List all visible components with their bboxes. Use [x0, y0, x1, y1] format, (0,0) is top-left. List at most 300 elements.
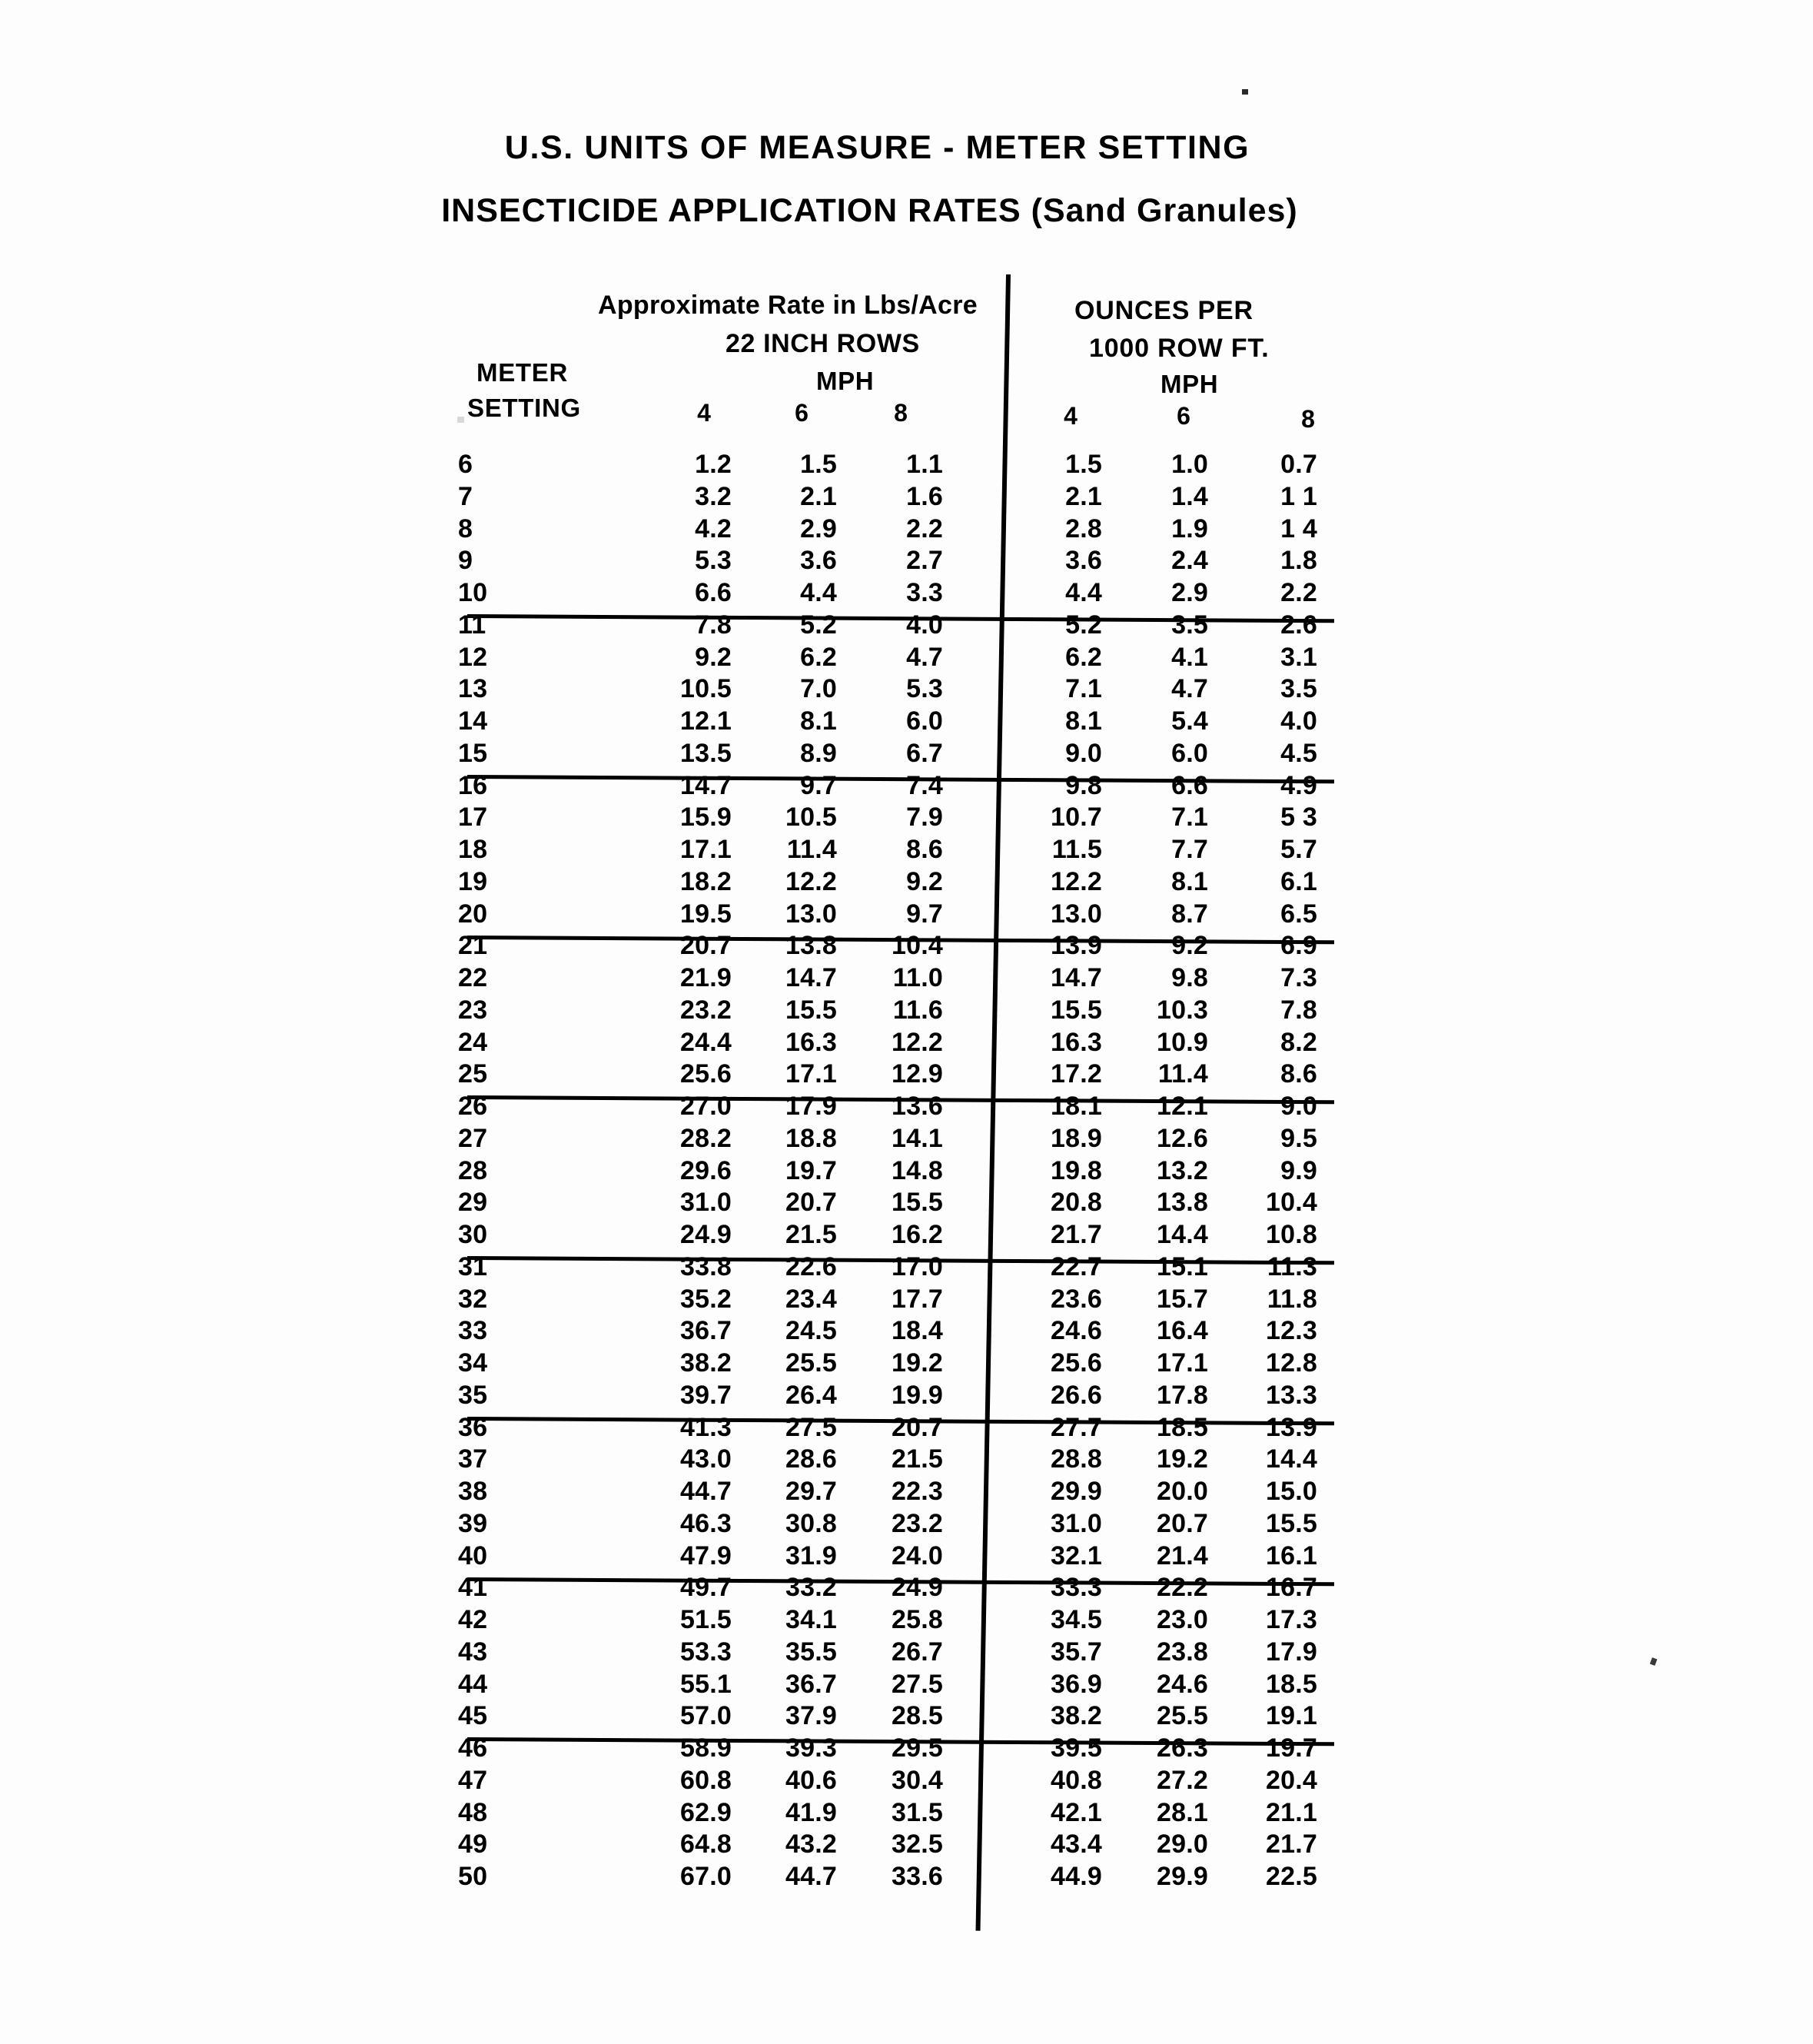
table-cell: 5.2 — [1065, 610, 1102, 640]
meter-setting-value: 41 — [458, 1573, 488, 1603]
table-cell: 20.7 — [1157, 1508, 1208, 1538]
table-cell: 12.6 — [1157, 1123, 1208, 1153]
table-cell: 23.0 — [1157, 1605, 1208, 1634]
table-cell: 27.5 — [785, 1412, 837, 1442]
meter-setting-value: 21 — [458, 931, 488, 961]
table-cell: 19.1 — [1266, 1701, 1317, 1731]
meter-setting-value: 33 — [458, 1316, 488, 1346]
header-speed-left-4: 4 — [697, 399, 711, 427]
table-cell: 7.0 — [800, 674, 837, 704]
table-cell: 5.3 — [906, 674, 943, 704]
table-cell: 2.2 — [1280, 578, 1317, 607]
table-cell: 39.7 — [680, 1380, 732, 1410]
table-cell: 13.2 — [1157, 1155, 1208, 1185]
table-cell: 6.0 — [1171, 738, 1208, 768]
meter-setting-value: 8 — [458, 513, 473, 543]
table-cell: 8.1 — [1065, 706, 1102, 736]
table-cell: 13.3 — [1266, 1380, 1317, 1410]
table-cell: 17.8 — [1157, 1380, 1208, 1410]
table-cell: 12.2 — [892, 1027, 943, 1057]
table-cell: 15.5 — [892, 1188, 943, 1218]
table-cell: 25.6 — [1051, 1348, 1102, 1378]
table-cell: 3.6 — [1065, 546, 1102, 576]
table-cell: 15.7 — [1157, 1284, 1208, 1314]
table-cell: 21.7 — [1266, 1830, 1317, 1860]
table-cell: 9.2 — [906, 866, 943, 896]
table-cell: 44.7 — [680, 1477, 732, 1506]
table-cell: 36.7 — [785, 1669, 837, 1699]
table-cell: 14.7 — [1051, 963, 1102, 992]
header-speed-left-8: 8 — [894, 399, 908, 427]
table-cell: 27.2 — [1157, 1765, 1208, 1795]
table-cell: 15.9 — [680, 803, 732, 833]
table-cell: 20.4 — [1266, 1765, 1317, 1795]
table-cell: 9.5 — [1280, 1123, 1317, 1153]
table-cell: 4.0 — [906, 610, 943, 640]
table-cell: 47.9 — [680, 1540, 732, 1570]
table-cell: 24.4 — [680, 1027, 732, 1057]
table-cell: 22.6 — [785, 1251, 837, 1281]
table-cell: 21.4 — [1157, 1540, 1208, 1570]
table-cell: 17.7 — [892, 1284, 943, 1314]
table-cell: 22.7 — [1051, 1251, 1102, 1281]
table-cell: 9.0 — [1280, 1092, 1317, 1121]
table-cell: 2.2 — [906, 513, 943, 543]
table-cell: 25.5 — [785, 1348, 837, 1378]
table-cell: 11.4 — [786, 835, 837, 864]
meter-setting-value: 23 — [458, 995, 488, 1025]
table-cell: 32.5 — [892, 1830, 943, 1860]
table-cell: 20.8 — [1051, 1188, 1102, 1218]
table-cell: 41.3 — [680, 1412, 732, 1442]
table-cell: 4.0 — [1280, 706, 1317, 736]
table-cell: 44.7 — [785, 1862, 837, 1891]
meter-setting-value: 24 — [458, 1027, 488, 1057]
table-cell: 14.7 — [680, 770, 732, 800]
table-cell: 17.0 — [892, 1251, 943, 1281]
table-cell: 2.9 — [800, 513, 837, 543]
table-cell: 31.0 — [1051, 1508, 1102, 1538]
table-cell: 40.8 — [1051, 1765, 1102, 1795]
meter-setting-value: 35 — [458, 1380, 488, 1410]
table-cell: 1.4 — [1171, 481, 1208, 511]
table-cell: 0.7 — [1280, 450, 1317, 479]
table-cell: 11.0 — [892, 963, 943, 992]
table-cell: 49.7 — [680, 1573, 732, 1603]
table-cell: 35.2 — [680, 1284, 732, 1314]
table-cell: 6.9 — [1280, 931, 1317, 961]
header-left-group-line2: 22 INCH ROWS — [726, 329, 920, 358]
table-row — [0, 1862, 1813, 1908]
table-cell: 8.6 — [906, 835, 943, 864]
table-cell: 4.4 — [1065, 578, 1102, 607]
table-cell: 7.8 — [695, 610, 732, 640]
meter-setting-value: 45 — [458, 1701, 488, 1731]
table-cell: 38.2 — [1051, 1701, 1102, 1731]
table-cell: 35.7 — [1051, 1637, 1102, 1667]
meter-setting-value: 38 — [458, 1477, 488, 1506]
table-cell: 13.6 — [892, 1092, 943, 1121]
table-cell: 19.2 — [892, 1348, 943, 1378]
table-cell: 43.2 — [785, 1830, 837, 1860]
table-cell: 27.5 — [892, 1669, 943, 1699]
table-cell: 14.4 — [1266, 1444, 1317, 1474]
table-cell: 53.3 — [680, 1637, 732, 1667]
table-cell: 7.8 — [1280, 995, 1317, 1025]
table-cell: 20.7 — [785, 1188, 837, 1218]
table-cell: 31.5 — [892, 1797, 943, 1827]
meter-setting-value: 12 — [458, 642, 488, 672]
table-cell: 27.7 — [1051, 1412, 1102, 1442]
meter-setting-value: 16 — [458, 770, 488, 800]
table-cell: 2.1 — [1065, 481, 1102, 511]
table-cell: 21.1 — [1266, 1797, 1317, 1827]
table-cell: 29.9 — [1051, 1477, 1102, 1506]
meter-setting-value: 46 — [458, 1733, 488, 1763]
table-cell: 29.0 — [1157, 1830, 1208, 1860]
table-cell: 5.7 — [1280, 835, 1317, 864]
meter-setting-value: 47 — [458, 1765, 488, 1795]
table-cell: 19.2 — [1157, 1444, 1208, 1474]
table-cell: 10.4 — [892, 931, 943, 961]
table-cell: 28.5 — [892, 1701, 943, 1731]
table-cell: 7.1 — [1171, 803, 1208, 833]
table-cell: 17.1 — [680, 835, 732, 864]
table-cell: 13.8 — [1157, 1188, 1208, 1218]
table-cell: 8.1 — [800, 706, 837, 736]
table-cell: 23.2 — [892, 1508, 943, 1538]
table-cell: 23.8 — [1157, 1637, 1208, 1667]
table-cell: 33.8 — [680, 1251, 732, 1281]
table-cell: 36.7 — [680, 1316, 732, 1346]
table-cell: 9.2 — [1171, 931, 1208, 961]
table-cell: 28.8 — [1051, 1444, 1102, 1474]
table-cell: 24.5 — [785, 1316, 837, 1346]
header-left-group-line1: Approximate Rate in Lbs/Acre — [598, 291, 978, 320]
table-cell: 16.2 — [892, 1220, 943, 1249]
table-cell: 18.5 — [1266, 1669, 1317, 1699]
table-cell: 11.5 — [1051, 835, 1102, 864]
table-cell: 64.8 — [680, 1830, 732, 1860]
table-cell: 30.8 — [785, 1508, 837, 1538]
table-cell: 18.2 — [680, 866, 732, 896]
table-cell: 33.3 — [1051, 1573, 1102, 1603]
table-cell: 62.9 — [680, 1797, 732, 1827]
table-cell: 21.9 — [680, 963, 732, 992]
table-cell: 17.9 — [1266, 1637, 1317, 1667]
meter-setting-value: 37 — [458, 1444, 488, 1474]
table-cell: 1 1 — [1280, 481, 1317, 511]
table-cell: 1.5 — [800, 450, 837, 479]
table-cell: 13.0 — [1051, 899, 1102, 929]
table-cell: 44.9 — [1051, 1862, 1102, 1891]
table-cell: 39.3 — [785, 1733, 837, 1763]
table-cell: 16.1 — [1266, 1540, 1317, 1570]
table-cell: 34.5 — [1051, 1605, 1102, 1634]
table-cell: 2.9 — [1171, 578, 1208, 607]
table-cell: 55.1 — [680, 1669, 732, 1699]
table-cell: 24.9 — [892, 1573, 943, 1603]
table-cell: 15.5 — [1051, 995, 1102, 1025]
table-cell: 6.6 — [695, 578, 732, 607]
table-cell: 9.2 — [695, 642, 732, 672]
meter-setting-value: 28 — [458, 1155, 488, 1185]
table-cell: 23.4 — [785, 1284, 837, 1314]
table-cell: 4.9 — [1280, 770, 1317, 800]
table-cell: 7.9 — [906, 803, 943, 833]
table-cell: 3.2 — [695, 481, 732, 511]
table-cell: 25.6 — [680, 1059, 732, 1089]
table-cell: 3.5 — [1280, 674, 1317, 704]
table-cell: 22.3 — [892, 1477, 943, 1506]
table-cell: 4.7 — [906, 642, 943, 672]
table-cell: 15.1 — [1157, 1251, 1208, 1281]
table-cell: 34.1 — [785, 1605, 837, 1634]
table-cell: 2.7 — [906, 546, 943, 576]
meter-setting-value: 15 — [458, 738, 488, 768]
table-cell: 24.0 — [892, 1540, 943, 1570]
table-cell: 16.7 — [1266, 1573, 1317, 1603]
table-cell: 14.7 — [785, 963, 837, 992]
meter-setting-value: 34 — [458, 1348, 488, 1378]
table-cell: 8.7 — [1171, 899, 1208, 929]
table-cell: 12.2 — [1051, 866, 1102, 896]
table-cell: 4.1 — [1171, 642, 1208, 672]
header-right-group-line2: 1000 ROW FT. — [1089, 334, 1270, 363]
table-cell: 43.0 — [680, 1444, 732, 1474]
table-cell: 31.0 — [680, 1188, 732, 1218]
table-cell: 29.6 — [680, 1155, 732, 1185]
table-cell: 4.7 — [1171, 674, 1208, 704]
header-speed-right-8: 8 — [1301, 405, 1315, 433]
table-cell: 42.1 — [1051, 1797, 1102, 1827]
table-cell: 10.8 — [1266, 1220, 1317, 1249]
table-cell: 39.5 — [1051, 1733, 1102, 1763]
table-cell: 2.8 — [1065, 513, 1102, 543]
table-cell: 18.4 — [892, 1316, 943, 1346]
table-cell: 15.5 — [1266, 1508, 1317, 1538]
table-cell: 28.1 — [1157, 1797, 1208, 1827]
table-cell: 6.2 — [1065, 642, 1102, 672]
table-cell: 14.1 — [892, 1123, 943, 1153]
table-cell: 26.6 — [1051, 1380, 1102, 1410]
meter-setting-value: 32 — [458, 1284, 488, 1314]
table-cell: 12.9 — [892, 1059, 943, 1089]
header-speed-right-6: 6 — [1177, 402, 1190, 430]
table-cell: 27.0 — [680, 1092, 732, 1121]
table-cell: 60.8 — [680, 1765, 732, 1795]
table-cell: 37.9 — [785, 1701, 837, 1731]
table-cell: 57.0 — [680, 1701, 732, 1731]
table-cell: 10.3 — [1157, 995, 1208, 1025]
meter-setting-value: 7 — [458, 481, 473, 511]
meter-setting-value: 29 — [458, 1188, 488, 1218]
table-cell: 12.3 — [1266, 1316, 1317, 1346]
table-cell: 28.2 — [680, 1123, 732, 1153]
table-cell: 1.5 — [1065, 450, 1102, 479]
table-cell: 9.9 — [1280, 1155, 1317, 1185]
table-cell: 15.0 — [1266, 1477, 1317, 1506]
meter-setting-value: 9 — [458, 546, 473, 576]
table-cell: 23.2 — [680, 995, 732, 1025]
table-cell: 1.1 — [906, 450, 943, 479]
table-cell: 5.4 — [1171, 706, 1208, 736]
table-cell: 12.2 — [785, 866, 837, 896]
table-cell: 43.4 — [1051, 1830, 1102, 1860]
table-cell: 17.3 — [1266, 1605, 1317, 1634]
table-cell: 18.1 — [1051, 1092, 1102, 1121]
table-cell: 5.2 — [800, 610, 837, 640]
table-cell: 1.6 — [906, 481, 943, 511]
table-cell: 41.9 — [785, 1797, 837, 1827]
table-cell: 9.8 — [1171, 963, 1208, 992]
table-cell: 3.3 — [906, 578, 943, 607]
table-cell: 5.3 — [695, 546, 732, 576]
table-cell: 30.4 — [892, 1765, 943, 1795]
table-cell: 12.1 — [1157, 1092, 1208, 1121]
table-cell: 6.7 — [906, 738, 943, 768]
table-cell: 8.2 — [1280, 1027, 1317, 1057]
table-cell: 17.1 — [1157, 1348, 1208, 1378]
table-cell: 11.3 — [1267, 1251, 1317, 1281]
meter-setting-value: 14 — [458, 706, 488, 736]
table-cell: 40.6 — [785, 1765, 837, 1795]
meter-setting-value: 42 — [458, 1605, 488, 1634]
meter-setting-value: 36 — [458, 1412, 488, 1442]
meter-setting-value: 25 — [458, 1059, 488, 1089]
table-cell: 24.6 — [1157, 1669, 1208, 1699]
meter-setting-value: 27 — [458, 1123, 488, 1153]
table-cell: 6.1 — [1280, 866, 1317, 896]
table-cell: 67.0 — [680, 1862, 732, 1891]
table-cell: 8.9 — [800, 738, 837, 768]
table-cell: 2.1 — [800, 481, 837, 511]
table-cell: 19.7 — [1266, 1733, 1317, 1763]
table-cell: 26.7 — [892, 1637, 943, 1667]
table-cell: 18.8 — [785, 1123, 837, 1153]
table-cell: 13.8 — [785, 931, 837, 961]
table-cell: 3.6 — [800, 546, 837, 576]
meter-setting-value: 11 — [458, 610, 486, 640]
table-cell: 7.7 — [1171, 835, 1208, 864]
scan-artifact-speck — [1242, 89, 1248, 95]
table-cell: 12.8 — [1266, 1348, 1317, 1378]
meter-setting-value: 43 — [458, 1637, 488, 1667]
table-cell: 16.3 — [785, 1027, 837, 1057]
table-cell: 13.9 — [1266, 1412, 1317, 1442]
table-cell: 29.5 — [892, 1733, 943, 1763]
meter-setting-value: 30 — [458, 1220, 488, 1249]
table-cell: 8.1 — [1171, 866, 1208, 896]
page-title-sub: INSECTICIDE APPLICATION RATES (Sand Granules) — [441, 192, 1298, 229]
table-cell: 23.6 — [1051, 1284, 1102, 1314]
meter-setting-value: 40 — [458, 1540, 488, 1570]
meter-setting-value: 48 — [458, 1797, 488, 1827]
table-cell: 20.0 — [1157, 1477, 1208, 1506]
table-cell: 9.7 — [800, 770, 837, 800]
table-cell: 11.4 — [1157, 1059, 1208, 1089]
table-cell: 4.5 — [1280, 738, 1317, 768]
header-speed-left-6: 6 — [795, 399, 809, 427]
table-cell: 1 4 — [1280, 513, 1317, 543]
header-right-group-unit: MPH — [1161, 370, 1219, 398]
table-cell: 6.2 — [800, 642, 837, 672]
table-cell: 14.8 — [892, 1155, 943, 1185]
table-cell: 25.8 — [892, 1605, 943, 1634]
table-cell: 19.9 — [892, 1380, 943, 1410]
table-cell: 24.9 — [680, 1220, 732, 1249]
table-cell: 10.4 — [1266, 1188, 1317, 1218]
meter-setting-value: 31 — [458, 1251, 488, 1281]
table-cell: 17.9 — [785, 1092, 837, 1121]
table-cell: 17.2 — [1051, 1059, 1102, 1089]
meter-setting-value: 26 — [458, 1092, 488, 1121]
table-cell: 11.8 — [1267, 1284, 1317, 1314]
table-cell: 13.0 — [785, 899, 837, 929]
table-cell: 20.7 — [680, 931, 732, 961]
table-cell: 19.8 — [1051, 1155, 1102, 1185]
table-cell: 4.2 — [695, 513, 732, 543]
meter-setting-value: 22 — [458, 963, 488, 992]
meter-setting-value: 50 — [458, 1862, 488, 1891]
table-cell: 9.7 — [906, 899, 943, 929]
table-cell: 2.4 — [1171, 546, 1208, 576]
table-cell: 26.4 — [785, 1380, 837, 1410]
table-cell: 7.4 — [906, 770, 943, 800]
header-left-group-unit: MPH — [816, 367, 875, 395]
table-cell: 13.9 — [1051, 931, 1102, 961]
table-cell: 14.4 — [1157, 1220, 1208, 1249]
table-cell: 20.7 — [892, 1412, 943, 1442]
table-cell: 46.3 — [680, 1508, 732, 1538]
table-cell: 4.4 — [800, 578, 837, 607]
meter-setting-value: 6 — [458, 450, 473, 479]
table-cell: 6.6 — [1171, 770, 1208, 800]
table-cell: 51.5 — [680, 1605, 732, 1634]
table-cell: 1.0 — [1171, 450, 1208, 479]
table-cell: 38.2 — [680, 1348, 732, 1378]
meter-setting-value: 17 — [458, 803, 488, 833]
header-speed-right-4: 4 — [1064, 402, 1078, 430]
table-cell: 1.2 — [695, 450, 732, 479]
meter-setting-value: 18 — [458, 835, 488, 864]
table-cell: 10.9 — [1157, 1027, 1208, 1057]
table-cell: 16.4 — [1157, 1316, 1208, 1346]
header-right-group-line1: OUNCES PER — [1074, 296, 1253, 325]
page-title-main: U.S. UNITS OF MEASURE - METER SETTING — [504, 129, 1250, 166]
table-cell: 6.0 — [906, 706, 943, 736]
table-cell: 12.1 — [680, 706, 732, 736]
table-cell: 1.9 — [1171, 513, 1208, 543]
table-cell: 3.5 — [1171, 610, 1208, 640]
table-cell: 29.7 — [785, 1477, 837, 1506]
table-cell: 18.9 — [1051, 1123, 1102, 1153]
table-cell: 22.2 — [1157, 1573, 1208, 1603]
meter-setting-value: 19 — [458, 866, 488, 896]
table-cell: 5 3 — [1280, 803, 1317, 833]
table-cell: 15.5 — [785, 995, 837, 1025]
table-cell: 36.9 — [1051, 1669, 1102, 1699]
scan-artifact-speck — [457, 417, 464, 423]
table-cell: 1.8 — [1280, 546, 1317, 576]
table-cell: 22.5 — [1266, 1862, 1317, 1891]
meter-setting-value: 44 — [458, 1669, 488, 1699]
header-meter-setting-line2: SETTING — [467, 394, 581, 422]
table-cell: 17.1 — [785, 1059, 837, 1089]
table-cell: 10.7 — [1051, 803, 1102, 833]
table-cell: 2.6 — [1280, 610, 1317, 640]
table-cell: 6.5 — [1280, 899, 1317, 929]
